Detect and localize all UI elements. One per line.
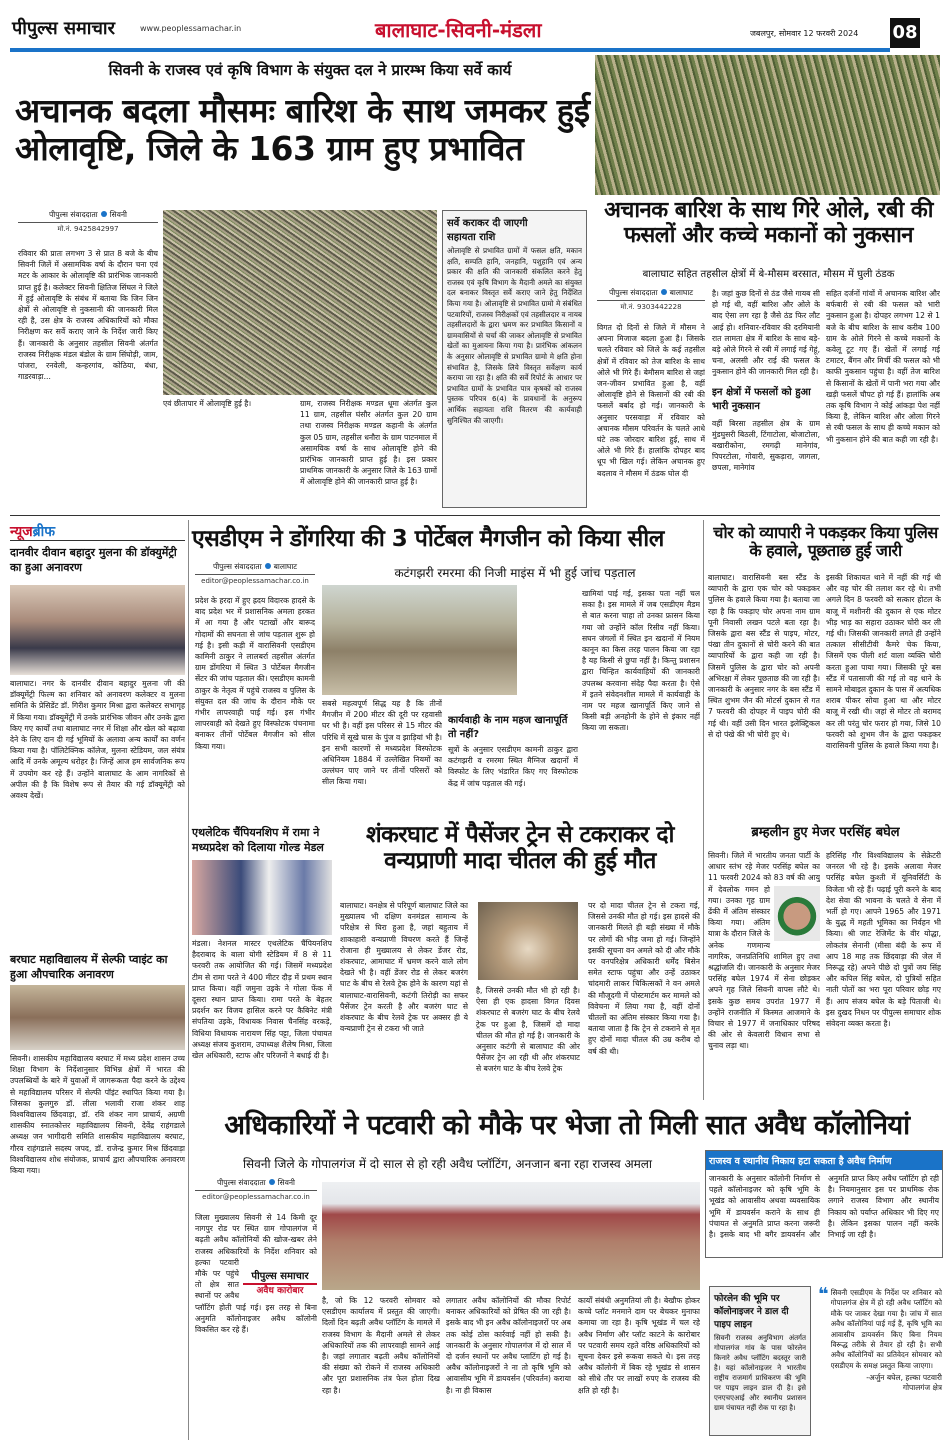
bullet-icon — [101, 211, 107, 217]
top-story-kicker: सिवनी के राजस्व एवं कृषि विभाग के संयुक्त दल ने प्रारम्भ किया सर्वे कार्य — [108, 61, 512, 79]
masthead — [0, 0, 945, 50]
byline-mobile: मो.नं. 9425842997 — [57, 225, 119, 233]
bullet-icon — [265, 563, 271, 569]
athletics-body: मंडला। नेशनल मास्टर एथलेटिक चैंपियनशिप हैदराबाद के बाला योगी स्टेडियम में 8 से 11 फरवरी तक आयोजित की गई। जिसमें मध्यप्रदेश टीम से रामा परते ने 400 मीटर दौड़ में प्रथम स्थान प्राप्त किया। वहीं जमुना उइके ने गोला फेंक में दूसरा स्थान प्राप्त किया। रामा परते के बेहतर प्रदर्शन कर विजय हासिल करने पर कैबिनेट मंत्री संपतिया उइके, विधायक निवास चैनसिंह वरकड़े, विधिया विधायक नारायण सिंह पट्टा, जिला पंचायत अध्यक्ष संजय कुशराम, उपाध्यक्ष शैलेष मिश्रा, जिला खेल अधिकारी, स्टाफ और परिजनों ने बधाई दी है। — [192, 939, 332, 1061]
balaghat-rain-subhead: बालाघाट सहित तहसील क्षेत्रों में बे-मौसम बरसात, मौसम में घुली ठंडक — [642, 269, 895, 280]
colony-byline-block — [195, 1178, 317, 1201]
thief-col1: बालाघाट। वारासिवनी बस स्टैंड के व्यापारी के द्वारा एक चोर को पकड़कर पुलिस के हवाले किया गया है। बताया जा रहा है कि पकड़ाए चोर अपना नाम ग्राम पूनी निवासी लखन पटले बता रहा है। जिसके द्वारा बस स्टैंड से पाइप, मोटर, पंखा तीन दुकानों से चोरी करने की बात व्यापारियों के द्वारा कही जा रही है। जिसमें पुलिस के द्वारा चोर को अपनी अभिरक्षा में लेकर पूछताछ की जा रही है। जानकारी के अनुसार नगर के बस स्टैंड में स्थित शुभम जैन की मोटर्स दुकान से गत 7 फरवरी की दोपहर में पाइप चोरी की गई थी। वहीं उसी दिन भारत इलेक्ट्रिकल से दो पंखे की भी चोरी हुए थे। — [708, 573, 820, 739]
survey-sidebar-box — [442, 210, 587, 508]
top-story-body-2: ग्राम, राजस्व निरीक्षक मण्डल धूमा अंतर्गत कुल 11 ग्राम, तहसील घंसौर अंतर्गत कुल 20 ग्राम तथा राजस्व निरीक्षक मण्डल कहानी के अंतर्गत कुल 05 ग्राम, तहसील धनौरा के ग्राम पाटनमाल में असामयिक वर्षा के साथ ओलावृष्टि होने की प्रारंभिक जानकारी प्राप्त हुई है। इस प्रकार प्राथमिक जानकारी के अनुसार जिले के 163 ग्रामों में ओलावृष्टि होने की जानकारी प्राप्त हुई है। — [300, 399, 437, 487]
news-brief-label — [10, 522, 55, 541]
sdm-col1: प्रदेश के हरदा में हुए ह्रदय विदारक हादसे के बाद प्रदेश भर में प्रशासनिक अमला हरकत में आ गया है और पटाखों और बारूद गोदामों की सघनता से जांच पड़ताल शुरू हो गई है। इसी कड़ी में वारासिवनी एसडीएम कामिनी ठाकुर ने लालबर्रा तहसील अंतर्गत ग्राम डोंगरिया में स्थित 3 पोर्टेबल मैगजीन सेंटर की जांच पड़ताल की। एसडीएम कामनी ठाकुर के नेतृत्व में पहुंचे राजस्व व पुलिस के संयुक्त दल की जांच के दौरान मौके पर गंभीर लापरवाही पाई गई। इस गंभीर लापरवाही को देखते हुए विस्फोटक पंचनामा बनाकर तीनों पोर्टेबल मैगजीन को सील किया गया। — [195, 596, 315, 751]
byline-name: पीपुल्स संवाददाता — [212, 562, 262, 571]
sidebar-body: ओलावृष्टि से प्रभावित ग्रामों में फसल क्षति, मकान क्षति, सम्पति हानि, जनहानि, पशुहानि एवं अन्य प्रकार की क्षति की जानकारी संकलित करने हेतु राजस्व एवं कृषि विभाग के मैदानी अमले का संयुक्त दल बनाकर विस्तृत सर्वे कराए जाने हेतु निर्देशित किया गया है। ओलावृष्टि से प्रभावित ग्रामो मे संबंधित पटवारियों, राजस्व निरीक्षकों एवं तहसीलदार व नायब तहसीलदारों के द्वारा भ्रमण कर प्रभावित किसानों व ग्रामवासियों से चर्चा की जाकर ओलावृष्टि से प्रभावित खेतों का मुआयना किया गया है। प्रारंभिक आंकलन के अनुसार ओलावृष्टि से प्रभावित ग्रामो मे क्षति होना संभावित है, जिसके लिये विस्तृत सर्वेक्षण कार्य कराया जा रहा है। क्षति की सर्वे रिपोर्ट के आधार पर प्रभावित ग्रामों के प्रभावित पात्र कृषकों को राजस्व पुस्तक परिपत्र 6(4) के प्रावधानों के अनुरूप आर्थिक सहायता राशि वितरण की कार्यवाही सुनिश्चित की जाएगी। — [447, 246, 582, 425]
quote-author: -अर्जुन बघेल, हल्का पटवारी — [866, 1373, 942, 1383]
documentary-launch-photo — [10, 585, 185, 675]
balaghat-rain-col1: विगत दो दिनों से जिले में मौसम ने अपना मिजाज बदला हुआ है। जिसके चलते रविवार को जिले के कई तहसील क्षेत्रों में रविवार को तेज बारिश के साथ ओले भी गिरे हैं। बेमौसम बारिश से जहां जन-जीवन प्रभावित हुआ है, वहीं ओलावृष्टि होने से किसानों की रबी की फसलें बर्बाद हो गई। जानकारी के अनुसार परसवाड़ा में रविवार को अचानक मौसम परिवर्तन के चलते आधे घंटे तक जोरदार बारिश हुई, साथ में ओले भी गिरे हैं। हालांकि दोपहर बाद धूप भी खिल गई। लेकिन अचानक हुए बदलाव ने मौसम में ठंडक घोल दी — [597, 323, 705, 478]
colony-col4: कार्यों संबंधी अनुमतियां ली है। बेखौफ होकर कच्चे प्लॉट मनमाने दाम पर बेचकर मुनाफा कमाया जा रहा है। कृषि भूखंड में चल रहे अवैध निर्माण और प्लॉट काटने के कारोबार पर पटवारी समय रहते वरिष्ठ अधिकारियों को सूचना देकर इसे रूकवा सकते थे। इस तरह अवैध कॉलोनी में बिक रहे भूखंड से शासन को सीधे तौर पर लाखों रुपए के राजस्व की क्षति हो रही है। — [578, 1296, 700, 1395]
byline-name: पीपुल्स संवाददाता — [217, 1178, 266, 1187]
brief-1-title: दानवीर दीवान बहादुर मुलना की डॉक्युमेंट्री का हुआ अनावरण — [10, 546, 177, 574]
sdm-col2: सबसे महत्वपूर्ण सिद्ध यह है कि तीनों मैगजीन में 200 मीटर की दूरी पर रहवासी घर भी है। वहीं इस परिसर से 15 मीटर की परिधि में सूखे घास के पुंज व झाड़ियां भी है। इन सभी कारणों से मध्यप्रदेश विस्फोटक अधिनियम 1884 में उल्लेखित नियमों का उल्लंघन पाए जाने पर तीनों परिसरों को सील किया गया। — [322, 699, 442, 787]
colony-subhead: सिवनी जिले के गोपालगंज में दो साल से हो रही अवैध प्लॉटिंग, अनजान बना रहा राजस्व अमला — [242, 1157, 653, 1171]
balaghat-rain-col2b: वहीं बिरसा तहसील क्षेत्र के ग्राम मुंडघुसरी बिठली, टिंगाटोला, बोजाटोला, बखारीकोना, रमगढ़ी मानेगांव, पिपरटोला, गोवारी, सुकड़ारा, जागला, छपला, मानेगांव — [712, 418, 820, 473]
athletics-headline: एथलेटिक चैंपियनशिप में रामा ने मध्यप्रदेश को दिलाया गोल्ड मेडल — [192, 826, 324, 854]
website: www.peoplessamachar.in — [140, 24, 242, 33]
byline-mobile: मो.नं. 9303442228 — [620, 303, 682, 311]
sdm-col2b: सूत्रों के अनुसार एसडीएम कामनी ठाकुर द्वारा कटंगझरी व रमरमा स्थित मैग्निज खदानों में विस्फोट के लिए भंडारित किए गए विस्फोटक केंद्र में जांच पड़ताल की गई। — [448, 745, 578, 788]
balaghat-rain-col3: सहित दर्जनों गांवों में अचानक बारिश और बर्फबारी से रबी की फसल को भारी नुकसान हुआ है। दोपहर लगभग 12 से 1 बजे के बीच बारिश के साथ करीब 100 ग्राम के ओले गिरने से कच्चे मकानों के कवेलू टूट गए हैं। खेतों में लगाई गई टमाटर, बैंगन और मिर्ची की फसल को भी काफी नुकसान पहुंचा है। वहीं तेज बारिश से किसानों के खेतों में पानी भरा गया और खड़ी फसलें चौपट हो गई हैं। हालांकि अब तक कृषि विभाग ने कोई आंकड़ा पेश नहीं किया है, लेकिन बारिश और ओला गिरने से रबी फसल के साथ ही कच्चे मकान को भी नुकसान होने की बात कही जा रही है। — [826, 289, 940, 444]
brief-1-body: बालाघाट। नगर के दानवीर दीवान बहादुर मुलना जी की डॉक्यूमेंट्री फिल्म का शनिवार को अनावरण कलेक्टर व मुलना समिति के प्रेसिडेंट डॉ. गिरीश कुमार मिश्रा द्वारा कलेक्टर सभागृह में किया गया। डॉक्यूमेंट्री में उनके प्रारंभिक जीवन और उनके द्वारा किए गए कार्यों तथा बालाघाट नगर में शिक्षा और खेल को बढ़ावा देने के लिए दान दी गई भूमियों के अलावा अन्य कार्यों का वर्णन किया गया है। पॉलिटेक्निक कॉलेज, मुलना स्टेडियम, जल संयंत्र आदि में उनके अमूल्य धरोहर है। जिन्हें आज हम सार्वजनिक रूप में उपयोग कर रहे हैं। उन्होंने बालाघाट के आम नागरिकों से अपील की है कि विशेष रूप से तैयार की गई डॉक्यूमेंट्री को अवश्य देखें। — [10, 679, 185, 801]
quote-text: सिवनी एसडीएम के निर्देश पर शनिवार को गोपालगंज क्षेत्र में हो रही अवैध प्लॉटिंग को मौके पर जाकर देखा गया है। जांच में सात अवैध कॉलोनियां पाई गई हैं, कृषि भूमि का आवासीय डायवर्सन किए बिना नियम विरूद्ध तरीके से तैयार हो रही है। सभी अवैध कॉलोनियों का प्रतिवेदन सोमवार को एसडीएम के समक्ष प्रस्तुत किया जाएगा। — [830, 1288, 942, 1370]
fourlane-title: फोरलेन की भूमि पर कॉलोनाइजर ने डाल दी पाइप लाइन — [714, 1294, 789, 1330]
colony-col2: है, जो कि 12 फरवरी सोमवार को एसडीएम कार्यालय में प्रस्तुत की जाएगी। दिलों दिन बढ़ती अवैध प्लॉटिंग के मामले में राजस्व विभाग के मैदानी अमले से लेकर अधिकारियों तक की लापरवाही सामने आई है। जहां लगातार बढ़ती अवैध कॉलोनियों की संख्या को रोकने में राजस्व अधिकारी और पूरा प्रशासनिक तंत्र फेल होता दिख रहा है। — [322, 1296, 440, 1395]
byline-place: सिवनी — [277, 1178, 295, 1187]
removal-sidebar-body: जानकारी के अनुसार कॉलोनी निर्माण से पहले कॉलोनाइजर को कृषि भूमि के भूखंड को आवासीय अथवा व्यवसायिक भूमि में डायवर्सन कराने के साथ ही पंचायत से अनुमति प्राप्त करना जरूरी है। इसके बाद भी बगैर डायवर्सन और अनुमति प्राप्त किए अवैध प्लॉटिंग हो रही है। नियमानुसार इस पर प्राथमिक रोक लगाने राजस्व विभाग और स्थानीय निकाय को पर्याप्त अधिकार भी दिए गए है। लेकिन इसका पालन नहीं करके निभाई जा रही है। — [709, 1174, 939, 1240]
colony-col1-wrap — [195, 1212, 317, 1440]
hail-field-photo — [595, 55, 940, 195]
train-col3: पर दो मादा चीतल ट्रेन से टकरा गई, जिससे उनकी मौत हो गई। इस हादसे की जानकारी मिलते ही बड़ी संख्या में मौके पर लोगों की भीड़ जमा हो गई। जिन्होंने इसकी सूचना वन अमले को दी और मौके पर वनपरिक्षेत्र अधिकारी धर्मेंद बिसेन समेत स्टाफ पहुंचा और उन्हें उठाकर चांदमारी लाकर चिकित्सकों ने वन अमले की मौजूदगी में पोस्टमार्टम कर मामले को विवेचना में लिया गया है, वहीं दोनों चीतलों का अंतिम संस्कार किया गया है। बताया जाता है कि ट्रेन से टकराने से मृत हुए दोनों मादा चीतल की उम्र करीब दो वर्ष की थी। — [588, 901, 700, 1056]
sdm-subhead: कटंगझरी रमरमा की निजी माइंस में भी हुई जांच पड़ताल — [394, 566, 636, 580]
section-title: बालाघाट-सिवनी-मंडला — [375, 18, 542, 42]
byline-place: बालाघाट — [273, 562, 298, 571]
top-story-byline-block — [18, 210, 158, 234]
top-story-headline: अचानक बदला मौसमः बारिश के साथ जमकर हुई ओलावृष्टि, जिले के 163 ग्राम हुए प्रभावित — [15, 91, 590, 168]
crop-loss-subhead: इन क्षेत्रों में फसलों को हुआ भारी नुकसान — [712, 386, 811, 412]
major-portrait-photo — [774, 886, 820, 941]
colony-col3: लगातार अवैध कॉलोनियों की मौका रिपोर्ट बनाकर अधिकारियों को प्रेषित की जा रही है। इसके बाद भी इन अवैध कॉलोनाइजरों पर अब तक कोई ठोस कार्रवाई नहीं हो सकी है। जानकारी के अनुसार गोपालगंज में दो साल में दो दर्जन स्थानों पर अवैध प्लाटिंग हो गई है। अवैध कॉलोनाइजरों ने ना तो कृषि भूमि को आवासीय भूमि में डायवर्सन (परिवर्तन) कराया है। ना ही विकास — [446, 1296, 571, 1395]
fourlane-body: सिवनी राजस्व अनुविभाग अंतर्गत गोपालगंज गांव के पास फोरलेन किनारे अवैध प्लॉटिंग बदस्तूर जारी है। यहां कॉलोनाइजर ने भारतीय राष्ट्रीय राजमार्ग प्राधिकरण की भूमि पर पाइप लाइन डाल दी है। इसे एनएचएआई और स्थानीय प्रशासन ग्राम पंचायत नहीं रोक पा रहा है। — [714, 1334, 806, 1412]
brief-2-title: बरघाट महाविद्यालय में सेल्फी प्वाइंट का हुआ औपचारिक अनावरण — [10, 953, 168, 981]
gold-medal-photo — [192, 860, 332, 935]
top-story-body: रविवार की प्रातः लगभग 3 से प्रात 8 बजे के बीच सिवनी जिलें में असामयिक वर्षा के दौरान चना एवं मटर के आकार के ओलावृष्टि की प्रारंभिक जानकारी प्राप्त हुई है। कलेक्टर सिवनी क्षितिज सिंघल ने जिले में हुई ओलावृष्टि के संबंध में बताया कि जिन जिन क्षेत्रों से ओलावृष्टि से नुकसानी की जानकारी मिल रही है, उस क्षेत्र के राजस्व अधिकारियों को मौका निरीक्षण कर सर्वे कराए जाने के निर्देश जारी किए हैं। जानकारी के अनुसार तहसील सिवनी अंतर्गत राजस्व निरीक्षक मंडल बंडोल के ग्राम सिंघोड़ी, जाम, पांजरा, रनवेली, कन्हरगांव, कोठिया, बंधा, गाडरवाड़ा... — [18, 249, 158, 382]
label-brief: ब्रीफ — [32, 524, 56, 540]
bullet-icon — [661, 289, 667, 295]
byline-email[interactable]: editor@peoplessamachar.co.in — [201, 577, 309, 585]
removal-sidebar-title: राजस्व व स्थानीय निकाय हटा सकता है अवैध निर्माण — [706, 1151, 942, 1170]
selfie-point-photo — [10, 985, 185, 1050]
hail-crop-photo — [163, 210, 437, 395]
sdm-headline: एसडीएम ने डोंगरिया की 3 पोर्टेबल मैगजीन को किया सील — [192, 526, 664, 552]
brief-rule — [10, 540, 185, 541]
byline-place: सिवनी — [109, 210, 127, 219]
train-headline: शंकरघाट में पैसेंजर ट्रेन से टकराकर दो वन्यप्राणी मादा चीतल की हुई मौत — [365, 822, 674, 875]
balaghat-byline-block — [597, 288, 705, 312]
quote-place: गोपालगंज क्षेत्र — [902, 1383, 942, 1393]
patwari-quote — [818, 1284, 942, 1393]
magazine-site-photo — [322, 585, 517, 695]
byline-name: पीपुल्स संवाददाता — [49, 210, 98, 219]
fourlane-box — [709, 1286, 811, 1436]
byline-name: पीपुल्स संवाददाता — [608, 288, 658, 297]
colony-headline: अधिकारियों ने पटवारी को मौके पर भेजा तो मिली सात अवैध कॉलोनियां — [224, 1110, 910, 1141]
section-divider — [10, 515, 940, 516]
sdm-col3: खामियां पाई गई, इसका पता नहीं चल सका है। इस मामले में जब एसडीएम मैडम से बात करना चाहा तो उनका फ्रासन किया गया जो उन्होंने कॉल रिसीव नहीं किया। सघन जंगलों में स्थित इन खदानों में नियम कानून का किस तरह पालन किया जा रहा है यह किसी से छुपा नहीं है। किन्तु प्रशासन द्वारा चिन्हित कार्यवाहियों की जानकारी उपलब्ध करवाना संदेह पैदा करता है। ऐसे में इतने संवेदनशील मामले में कार्यवाही के नाम पर महज खानापूर्ति किए जाने से किसी बड़ी अनहोनी के होने से इंकार नहीं किया जा सकता। — [582, 589, 700, 733]
bullet-icon — [269, 1179, 275, 1185]
obituary-col1-wrap — [708, 850, 820, 1100]
balaghat-rain-headline: अचानक बारिश के साथ गिरे ओले, रबी की फसलों और कच्चे मकानों को नुकसान — [604, 198, 933, 249]
column-divider — [703, 520, 704, 1100]
chital-photo — [478, 902, 578, 980]
sdm-col2b-wrap — [448, 712, 578, 820]
thief-col2: इसकी शिकायत थाने में नहीं की गई थी और वह चोर की तलाश कर रहे थे। तभी अगले दिन 8 फरवरी को सत्कार होटल के बाजू में मशीनरी की दुकान से एक मोटर भीड़ भाड़ का सहारा उठाकर चोरी कर ली गई थी। जिसकी जानकारी लगते ही उन्होंने तत्काल सीसीटीवी कैमरे चेक किया, जिसमें एक पीली शर्ट वाला व्यक्ति चोरी करता हुआ पाया गया। जिसकी पूरे बस स्टैंड में पतासाजी की गई तो वह थाने के सामने मोबाइल दुकान के पास में अत्यधिक शराब पीकर सोया हुआ था और मोटर बाजू में रखी थी। जहां से मोटर तो बरामद कर ली परंतु चोर फरार हो गया, जिसे 10 फरवरी को शुभम जैन के द्वारा पकड़कर वारासिवनी पुलिस के हवाले किया गया है। — [826, 573, 941, 751]
dateline: जबलपुर, सोमवार 12 फरवरी 2024 — [750, 29, 859, 38]
illegal-business-badge — [243, 1270, 317, 1297]
train-col1: बालाघाट। वनक्षेत्र से परिपूर्ण बालाघाट जिले का मुख्यालय भी दक्षिण वनमंडल सामान्य के परिक्षेत्र से घिरा हुआ है, जहां बहुताय में शाकाहारी वन्यप्राणी विचरण करते हैं जिन्हें रोजाना ही मुख्यालय से लेकर डेंजर रोड, शंकरघाट, आमाघाट में भ्रमण करने वाले लोग देखते भी है। वहीं डेंजर रोड से लेकर बजरंग घाट के बीच से रेलवे ट्रेक होने के कारण यहां से बालाघाट-वारासिवनी, कटंगी तिरोड़ी का सफर पैसेंजर ट्रेन करती है और बजरंग घाट से शंकरघाट के बीच रेलवे ट्रेक पर अक्सर ही ये वन्यप्राणी ट्रेन से टकरा भी जाते — [340, 901, 468, 1034]
obituary-col1: सिवनी। जिले में भारतीय जनता पार्टी के आधार स्तंभ रहे मेजर परसिंह बघेल का 11 फरवरी 2024 को 83 वर्ष की आयु में देवलोक गमन हो गया। उनका गृह ग्राम ढेंकी में अंतिम संस्कार किया गया। अंतिम यात्रा के दौरान जिले के अनेक गणमान्य नागरिक, जनप्रतिनिधि शामिल हुए तथा श्रद्धांजलि दी। जानकारी के अनुसार मेजर परसिंह बघेल 1974 में सेना छोड़कर अपने गृह जिले सिवनी वापस लौटे थे। इसके कुछ समय उपरांत 1977 में उन्होंने राजनीति में किस्मत आजमाने के विचार से 1977 में जनाधिकार परिषद की ओर से केवलारी विधान सभा से चुनाव लड़ा था। — [708, 851, 820, 1051]
balaghat-rain-col2: है। जहां कुछ दिनों से ठंड जैसे गायब सी हो गई थी, वहीं बारिश और ओले के बाद ऐसा लग रहा है जैसे ठंड फिर लौट आई हो। शनिवार-रविवार की दरमियानी रात लामता क्षेत्र में बारिश के साथ बड़े-बड़े ओले गिरने से रबी में लगाई गई गेहूं, चना, अलसी और राई की फसल के नुकसान होने की जानकारी मिल रही है। — [712, 289, 820, 377]
badge-logo: पीपुल्स समाचार — [251, 1271, 309, 1282]
byline-place: बालाघाट — [669, 288, 694, 297]
train-col2: है, जिससे उनकी मौत भी हो रही है। ऐसा ही एक हादसा विगत दिवस शंकरघाट से बजरंग घाट के बीच रेलवे ट्रेक पर हुआ है, जिसमें दो मादा चीतल की मौत हो गई है। जानकारी के अनुसार कटंगी से बालाघाट की ओर पैसेंजर ट्रेन आ रही थी और शंकरघाट से बजरंग घाट के बीच रेलवे ट्रेक — [476, 986, 580, 1074]
brief-2-body: सिवनी। शासकीय महाविद्यालय बरघाट में मध्य प्रदेश शासन उच्च शिक्षा विभाग के निर्देशानुसार विभिन्न क्षेत्रों में भारत की उपलब्धियों के बारे में युवाओं में जागरूकता पैदा करने के उद्देश्य से महाविद्यालय परिसर में सेल्फी पॉइंट स्थापित किया गया है। जिसका कुलगुरु डॉ. लीला भलावी राजा शंकर शाह विश्वविद्यालय छिंदवाड़ा, डॉ. रवि शंकर नाग प्राचार्य, अग्रणी शासकीय स्नातकोत्तर महाविद्यालय सिवनी, देवेंद्र राहंगडाले अध्यक्ष जन भागीदारी समिति शासकीय महाविद्यालय बरघाट, गौरव राहंगडाले सदस्य जपद, डॉ. राजेन्द्र कुमार मिश्र छिंदवाड़ा विश्वविद्यालय शोध संयोजक, प्राचार्य द्वारा औपचारिक अनावरण किया गया। — [10, 1054, 185, 1176]
page-number: 08 — [890, 18, 920, 48]
obituary-headline: ब्रम्हलीन हुए मेजर परसिंह बघेल — [751, 825, 900, 840]
removal-sidebar — [705, 1150, 943, 1258]
masthead-rule — [10, 48, 890, 52]
sidebar-title: सर्वे कराकर दी जाएगी सहायता राशि — [447, 218, 528, 243]
logo: पीपुल्स समाचार — [12, 18, 115, 39]
quote-icon: ❝ — [818, 1284, 829, 1305]
thief-headline: चोर को व्यापारी ने पकड़कर किया पुलिस के हवाले, पूछताछ हुई जारी — [713, 523, 938, 561]
label-news: न्यूज — [10, 524, 33, 540]
column-divider — [188, 520, 189, 1440]
plotting-land-photo — [322, 1182, 700, 1290]
byline-email[interactable]: editor@peoplessamachar.co.in — [202, 1193, 310, 1201]
obituary-col2: हरिसिंह गौर विश्वविद्यालय के सेक्रेटरी जनरल भी रहे है। इसके अलावा मेजर परसिंह बघेल कुश्ती में यूनिवर्सिटी के विजेता भी रहे हैं। पढ़ाई पूरी करने के बाद देश सेवा की भावना के चलते वे सेना में भर्ती हो गए। आपने 1965 और 1971 के युद्ध में महती भूमिका का निर्वहन भी किया। श्री जाट रेजिमेंट के वीर योद्धा, लोकतंत्र सेनानी (मीसा बंदी के रूप में आप 18 माह तक छिंदवाड़ा की जेल में निरूद्ध रहे) अपने पीछे दो पुत्रों जय सिंह और कपिल सिंह बघेल, दो पुत्रियों सहित नाती पोतों का भरा पूरा परिवार छोड़ गए हैं। आप संजय बघेल के बड़े पिताजी थे। इस दुखद निधन पर पीपुल्स समाचार शोक संवेदना व्यक्त करता है। — [826, 851, 941, 1029]
balaghat-rain-col2-wrap — [712, 288, 820, 510]
badge-label: अवैध कारोबार — [243, 1283, 317, 1297]
colony-col1: जिला मुख्यालय सिवनी से 14 किमी दूर नागपुर रोड पर स्थित ग्राम गोपालगंज में बढ़ती अवैध कॉलोनियों की खोज-खबर लेने राजस्व अधिकारियों के निर्देश शनिवार को हल्का पटवारी मौके पर पहुंचे तो क्षेत्र सात स्थानों पर अवैध प्लॉटिंग होती पाई गई। इस तरह से बिना अनुमति कॉलोनाइजर अवैध कॉलोनी विकसित कर रहे हैं। — [195, 1213, 317, 1335]
sdm-byline-block — [195, 562, 315, 585]
formality-subhead: कार्यवाही के नाम महज खानापूर्ति तो नहीं? — [448, 715, 568, 740]
top-story-photo-caption: एवं छीतापार में ओलावृष्टि हुई है। — [163, 399, 252, 408]
